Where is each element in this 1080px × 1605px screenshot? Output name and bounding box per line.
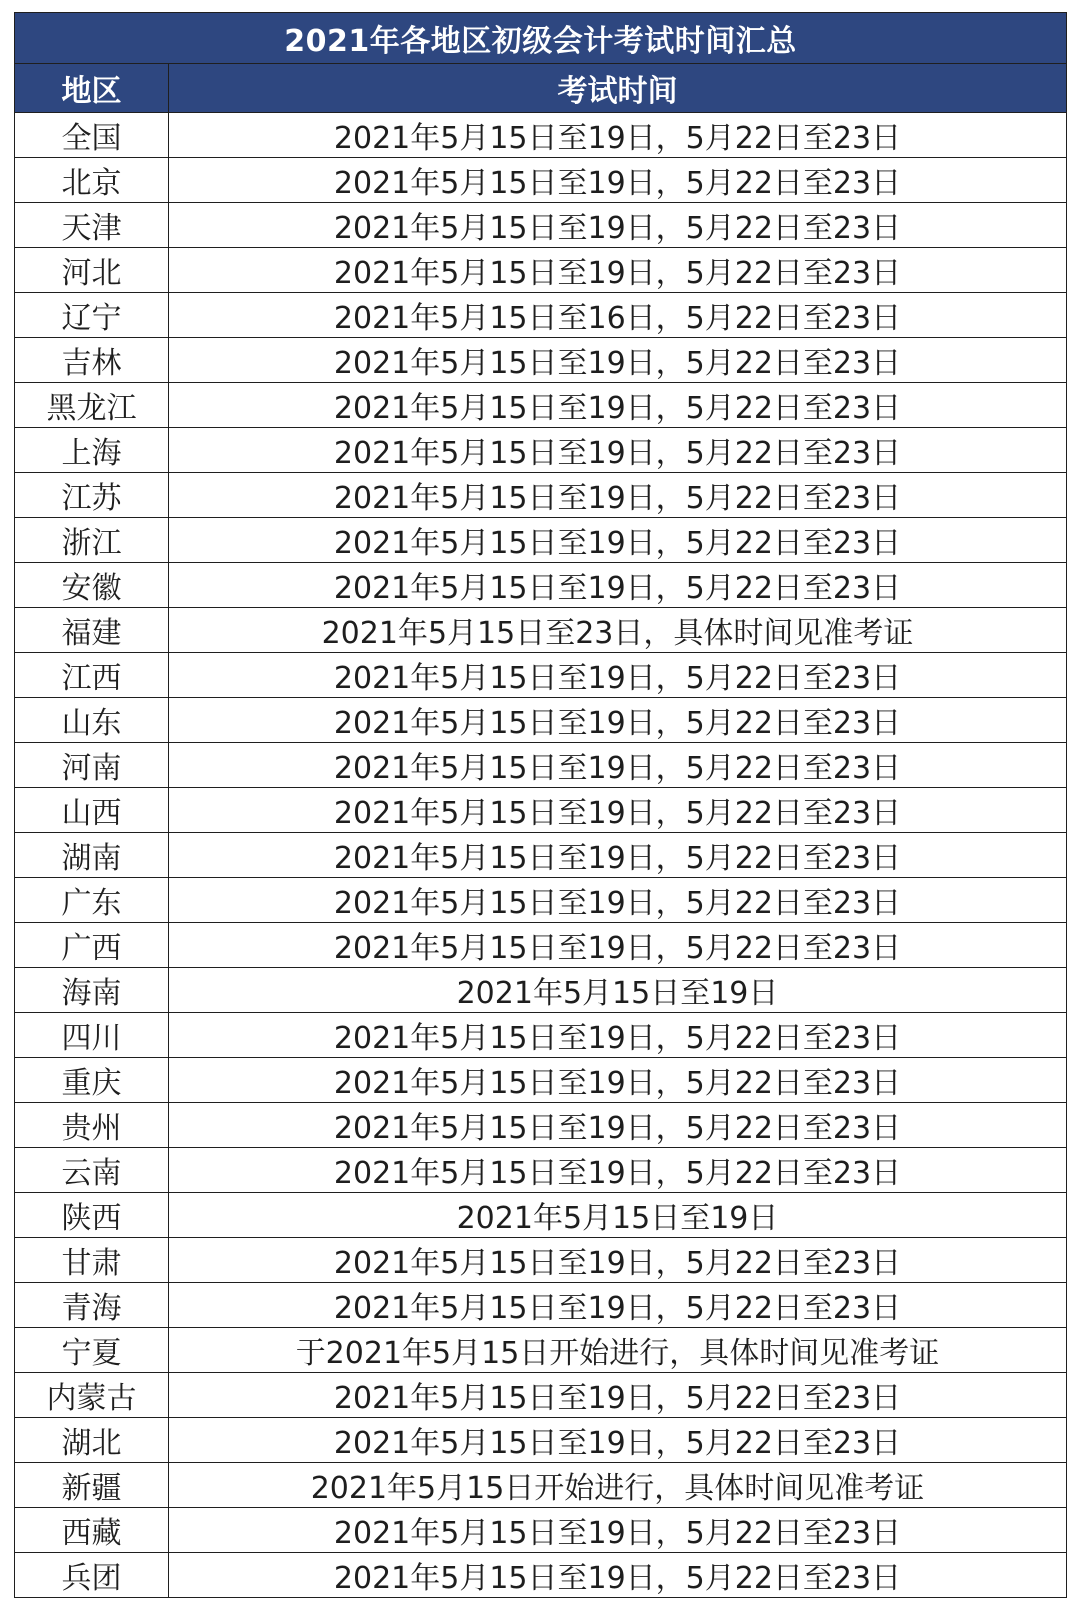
region-cell: 贵州 xyxy=(15,1103,169,1148)
exam-time-cell: 2021年5月15日至19日，5月22日至23日 xyxy=(169,383,1067,428)
exam-time-cell: 2021年5月15日至19日，5月22日至23日 xyxy=(169,653,1067,698)
region-cell: 四川 xyxy=(15,1013,169,1058)
region-cell: 江苏 xyxy=(15,473,169,518)
region-cell: 山西 xyxy=(15,788,169,833)
table-row xyxy=(15,158,1067,203)
table-title: 2021年各地区初级会计考试时间汇总 xyxy=(15,13,1067,64)
exam-time-cell: 2021年5月15日至19日，5月22日至23日 xyxy=(169,1508,1067,1553)
exam-time-cell: 2021年5月15日至19日 xyxy=(169,1193,1067,1238)
table-row xyxy=(15,113,1067,158)
table-row xyxy=(15,1508,1067,1553)
table-row xyxy=(15,473,1067,518)
table-row xyxy=(15,338,1067,383)
table-row xyxy=(15,833,1067,878)
region-cell: 陕西 xyxy=(15,1193,169,1238)
region-cell: 黑龙江 xyxy=(15,383,169,428)
exam-time-cell: 2021年5月15日至19日，5月22日至23日 xyxy=(169,1103,1067,1148)
region-cell: 云南 xyxy=(15,1148,169,1193)
region-cell: 全国 xyxy=(15,113,169,158)
exam-time-cell: 2021年5月15日至19日，5月22日至23日 xyxy=(169,113,1067,158)
table-row xyxy=(15,1058,1067,1103)
exam-time-cell: 2021年5月15日至19日 xyxy=(169,968,1067,1013)
table-row xyxy=(15,968,1067,1013)
exam-time-cell: 2021年5月15日至19日，5月22日至23日 xyxy=(169,203,1067,248)
region-cell: 广东 xyxy=(15,878,169,923)
table-row xyxy=(15,518,1067,563)
exam-time-cell: 2021年5月15日至19日，5月22日至23日 xyxy=(169,1238,1067,1283)
table-row xyxy=(15,248,1067,293)
region-cell: 湖北 xyxy=(15,1418,169,1463)
region-cell: 山东 xyxy=(15,698,169,743)
region-cell: 浙江 xyxy=(15,518,169,563)
table-row xyxy=(15,1418,1067,1463)
table-title-row xyxy=(15,13,1067,64)
table-row xyxy=(15,293,1067,338)
table-row xyxy=(15,1283,1067,1328)
exam-time-cell: 2021年5月15日至19日，5月22日至23日 xyxy=(169,158,1067,203)
exam-time-cell: 2021年5月15日至19日，5月22日至23日 xyxy=(169,833,1067,878)
table-row xyxy=(15,1463,1067,1508)
region-cell: 吉林 xyxy=(15,338,169,383)
exam-time-cell: 2021年5月15日至19日，5月22日至23日 xyxy=(169,1283,1067,1328)
region-cell: 青海 xyxy=(15,1283,169,1328)
table-body xyxy=(15,113,1067,1598)
exam-time-cell: 2021年5月15日至19日，5月22日至23日 xyxy=(169,1373,1067,1418)
region-cell: 宁夏 xyxy=(15,1328,169,1373)
exam-time-cell: 2021年5月15日至23日，具体时间见准考证 xyxy=(169,608,1067,653)
region-cell: 海南 xyxy=(15,968,169,1013)
exam-time-cell: 2021年5月15日至19日，5月22日至23日 xyxy=(169,428,1067,473)
table-header-row xyxy=(15,64,1067,113)
region-cell: 重庆 xyxy=(15,1058,169,1103)
exam-time-cell: 2021年5月15日至19日，5月22日至23日 xyxy=(169,473,1067,518)
table-row xyxy=(15,1328,1067,1373)
region-cell: 内蒙古 xyxy=(15,1373,169,1418)
table-row xyxy=(15,923,1067,968)
exam-time-cell: 2021年5月15日至19日，5月22日至23日 xyxy=(169,1058,1067,1103)
region-cell: 江西 xyxy=(15,653,169,698)
table-row xyxy=(15,743,1067,788)
table-row xyxy=(15,698,1067,743)
exam-time-cell: 2021年5月15日至19日，5月22日至23日 xyxy=(169,1418,1067,1463)
region-cell: 福建 xyxy=(15,608,169,653)
table-row xyxy=(15,1193,1067,1238)
table-row xyxy=(15,383,1067,428)
region-cell: 上海 xyxy=(15,428,169,473)
exam-time-cell: 2021年5月15日至19日，5月22日至23日 xyxy=(169,788,1067,833)
table-row xyxy=(15,878,1067,923)
exam-time-cell: 2021年5月15日至19日，5月22日至23日 xyxy=(169,563,1067,608)
table-row xyxy=(15,203,1067,248)
exam-time-cell: 2021年5月15日至19日，5月22日至23日 xyxy=(169,338,1067,383)
exam-time-cell: 2021年5月15日至19日，5月22日至23日 xyxy=(169,698,1067,743)
region-cell: 新疆 xyxy=(15,1463,169,1508)
exam-schedule-sheet xyxy=(14,12,1066,1598)
table-row xyxy=(15,1373,1067,1418)
exam-time-cell: 2021年5月15日至19日，5月22日至23日 xyxy=(169,878,1067,923)
column-header-time: 考试时间 xyxy=(169,64,1067,113)
region-cell: 安徽 xyxy=(15,563,169,608)
exam-time-cell: 2021年5月15日至19日，5月22日至23日 xyxy=(169,248,1067,293)
table-row xyxy=(15,1238,1067,1283)
table-row xyxy=(15,653,1067,698)
region-cell: 甘肃 xyxy=(15,1238,169,1283)
region-cell: 河南 xyxy=(15,743,169,788)
column-header-region: 地区 xyxy=(15,64,169,113)
exam-time-cell: 2021年5月15日至19日，5月22日至23日 xyxy=(169,1553,1067,1598)
table-row xyxy=(15,1013,1067,1058)
exam-time-cell: 2021年5月15日至19日，5月22日至23日 xyxy=(169,1013,1067,1058)
exam-time-cell: 2021年5月15日至19日，5月22日至23日 xyxy=(169,518,1067,563)
region-cell: 天津 xyxy=(15,203,169,248)
region-cell: 湖南 xyxy=(15,833,169,878)
table-row xyxy=(15,608,1067,653)
region-cell: 北京 xyxy=(15,158,169,203)
exam-time-cell: 2021年5月15日至19日，5月22日至23日 xyxy=(169,743,1067,788)
table-row xyxy=(15,1148,1067,1193)
table-row xyxy=(15,788,1067,833)
region-cell: 辽宁 xyxy=(15,293,169,338)
exam-time-cell: 2021年5月15日开始进行，具体时间见准考证 xyxy=(169,1463,1067,1508)
exam-time-cell: 2021年5月15日至19日，5月22日至23日 xyxy=(169,1148,1067,1193)
table-row xyxy=(15,1103,1067,1148)
region-cell: 河北 xyxy=(15,248,169,293)
region-cell: 西藏 xyxy=(15,1508,169,1553)
region-cell: 广西 xyxy=(15,923,169,968)
table-row xyxy=(15,563,1067,608)
region-cell: 兵团 xyxy=(15,1553,169,1598)
table-row xyxy=(15,1553,1067,1598)
exam-time-cell: 于2021年5月15日开始进行，具体时间见准考证 xyxy=(169,1328,1067,1373)
exam-time-cell: 2021年5月15日至19日，5月22日至23日 xyxy=(169,923,1067,968)
exam-time-cell: 2021年5月15日至16日，5月22日至23日 xyxy=(169,293,1067,338)
table-row xyxy=(15,428,1067,473)
exam-schedule-table xyxy=(14,12,1067,1598)
